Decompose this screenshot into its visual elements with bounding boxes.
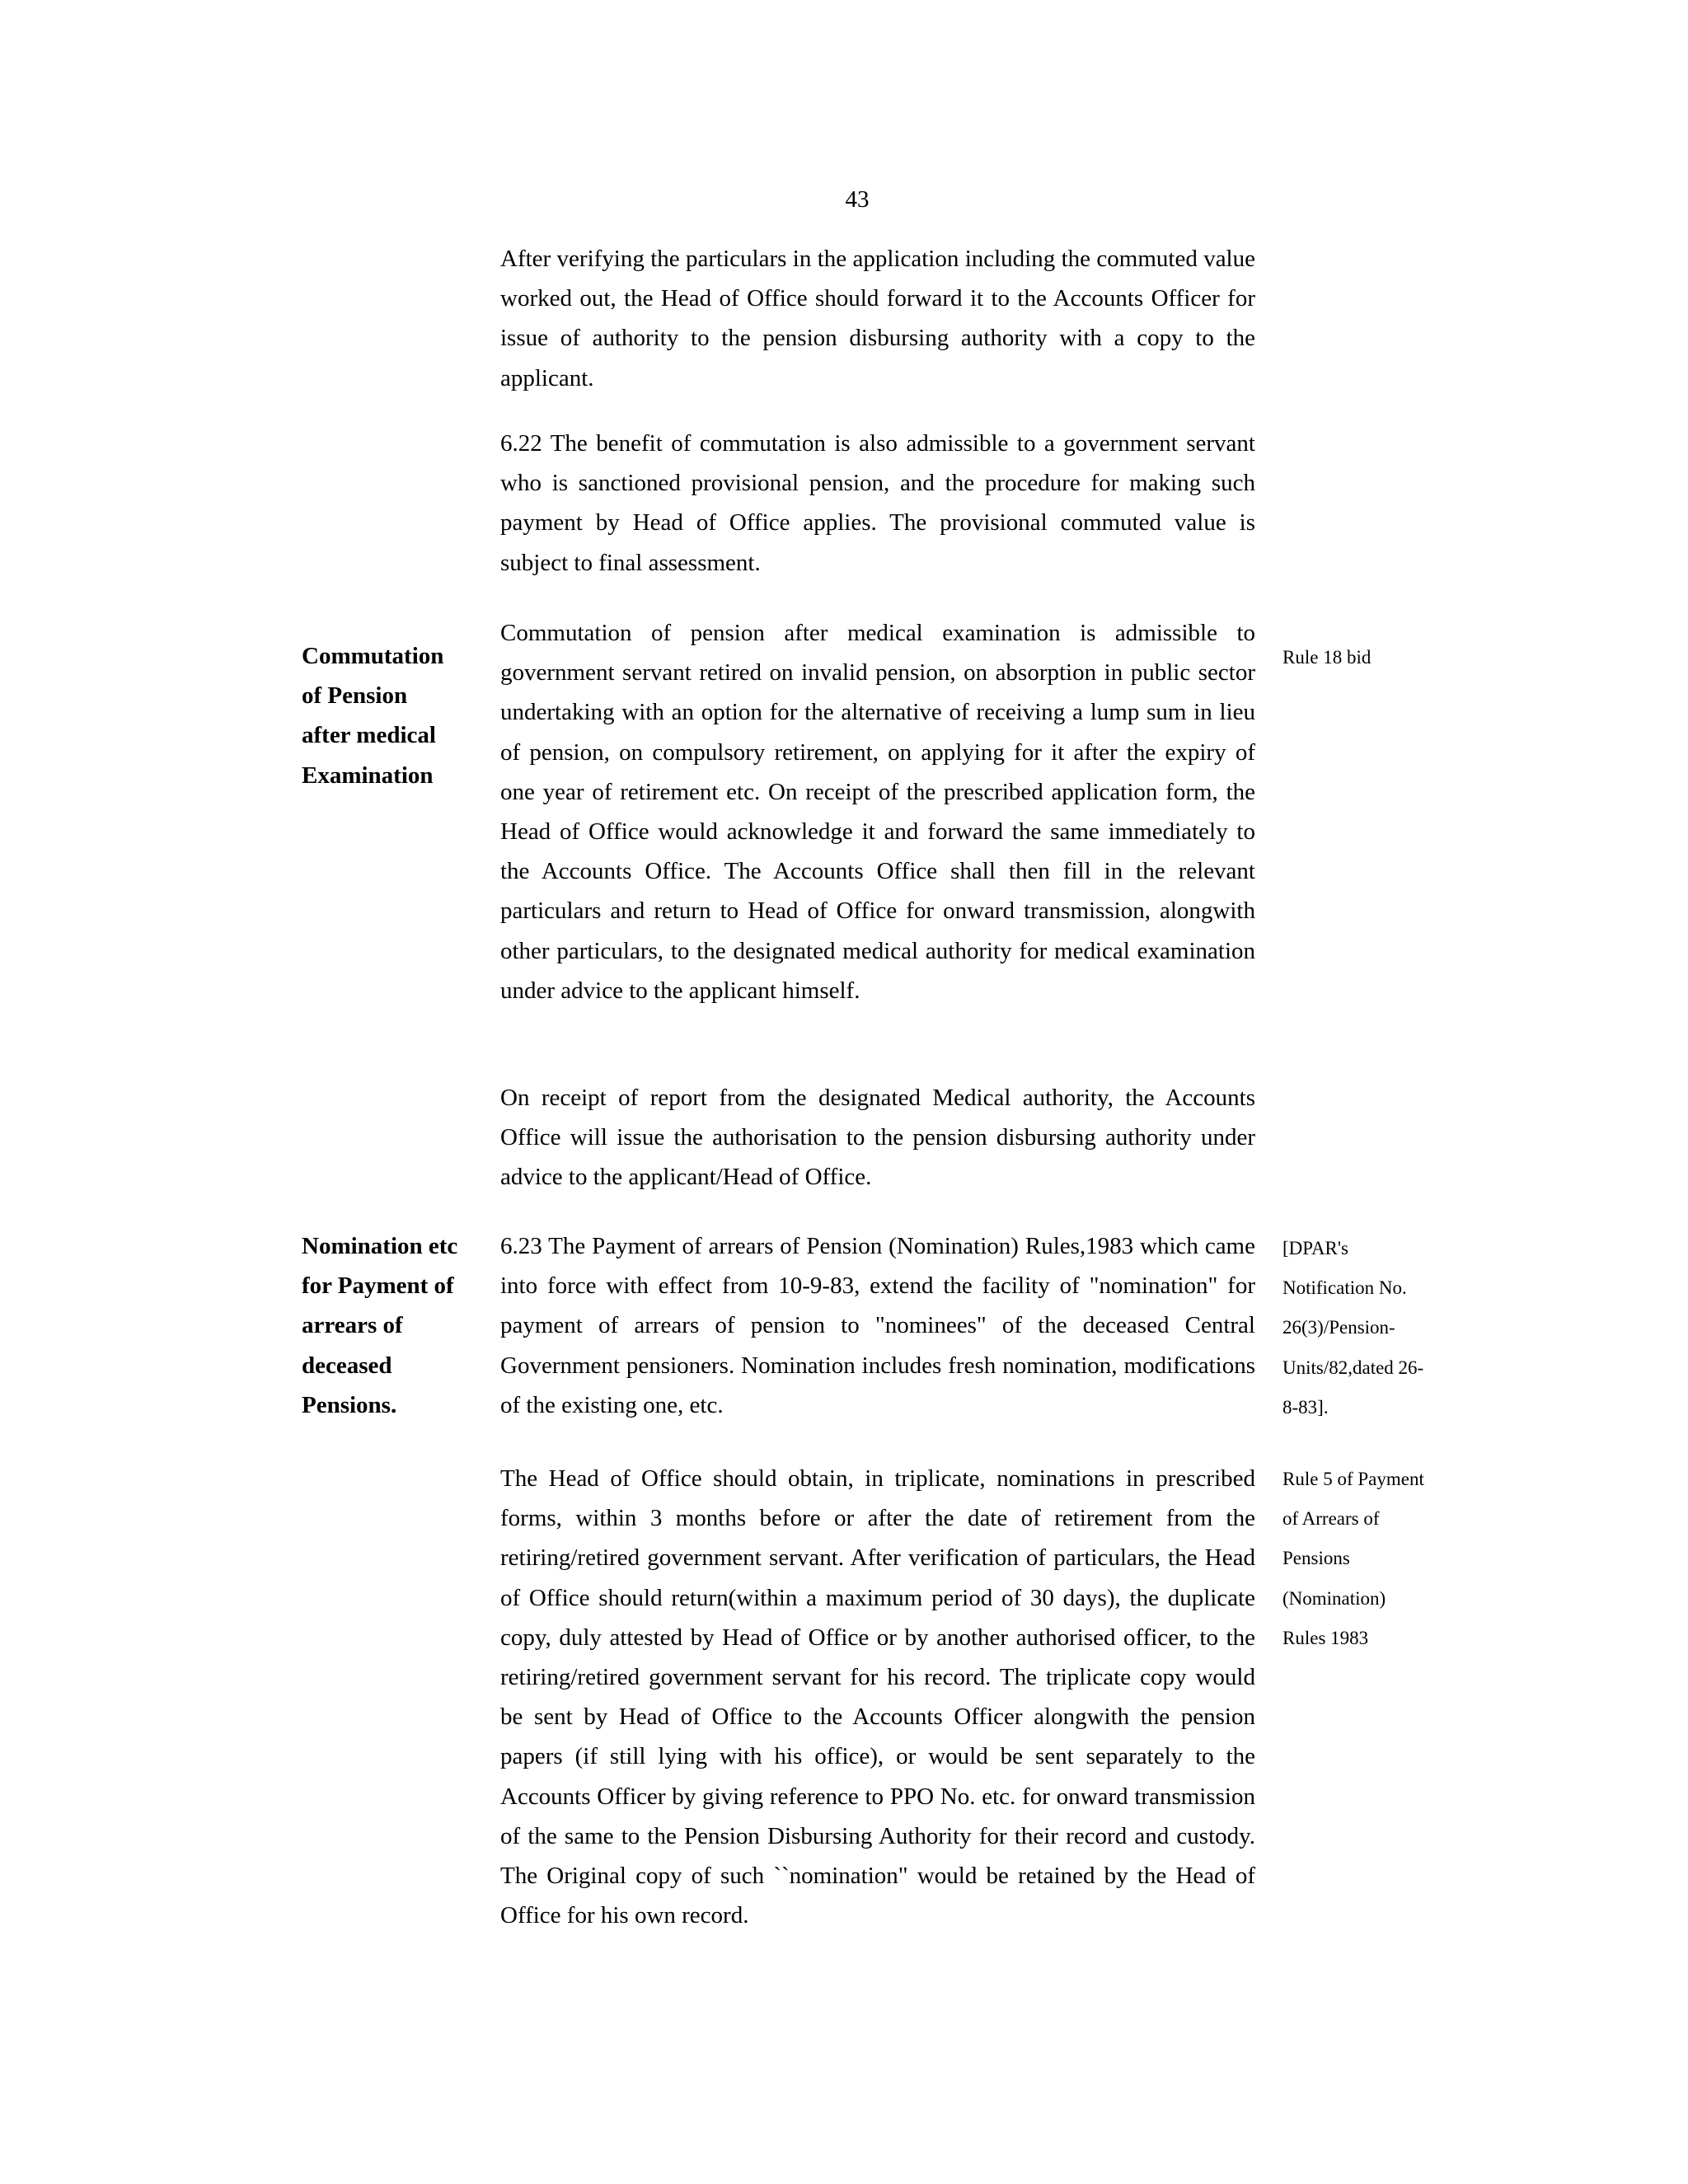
margin-note-line: [DPAR's: [1282, 1238, 1348, 1258]
margin-note-line: 8-83].: [1282, 1396, 1329, 1418]
side-heading-line: Pensions.: [302, 1391, 397, 1418]
margin-note-line: (Nomination): [1282, 1587, 1386, 1609]
margin-note-line: Rule 5 of Payment: [1282, 1469, 1424, 1489]
margin-note-line: Rule 18 bid: [1282, 647, 1372, 668]
side-heading-line: arrears of: [302, 1312, 403, 1339]
paragraph-commutation-medical-exam: Commutation of pension after medical examination is admissible to government servant retired on invalid pension, on absorption in public sector undertaking with an option for the alternative of receiving a lump sum in lieu of pension, on compulsory retirement, on applying for it after the expiry of one year of retirement etc. On receipt of the prescribed application form, the Head of Office would acknowledge it and forward the same immediately to the Accounts Office. The Accounts Office shall then fill in the relevant particulars and return to Head of Office for onward transmission, alongwith other particulars, to the designated medical authority for medical examination under advice to the applicant himself.: [500, 620, 1255, 1004]
side-heading-nomination: [302, 1226, 483, 1425]
paragraph-verifying-particulars: After verifying the particulars in the application including the commuted value worked out, the Head of Office should forward it to the Accounts Officer for issue of authority to the pension disbursing authority with a copy to the applicant.: [500, 246, 1255, 391]
page-number: 43: [845, 186, 870, 213]
side-heading-commutation-medical: [302, 636, 483, 795]
paragraph-6-23-nomination-rules: 6.23 The Payment of arrears of Pension (Nomination) Rules,1983 which came into force with effect from 10-9-83, extend the facility of "nomination" for payment of arrears of pension to "nominees" of the deceased Central Government pensioners. Nomination includes fresh nomination, modifications of the existing one, etc.: [500, 1233, 1255, 1418]
side-heading-line: for Payment of: [302, 1272, 454, 1300]
side-heading-line: after medical: [302, 722, 436, 749]
side-heading-line: Nomination etc: [302, 1233, 458, 1259]
side-heading-line: Commutation: [302, 643, 444, 669]
paragraph-head-of-office-nominations: The Head of Office should obtain, in triplicate, nominations in prescribed forms, within 3 months before or after the date of retirement from the retiring/retired government servant. After verification of particulars, the Head of Office should return(within a maximum period of 30 days), the duplicate copy, duly attested by Head of Office or by another authorised officer, to the retiring/retired government servant for his record. The triplicate copy would be sent by Head of Office to the Accounts Officer alongwith the pension papers (if still lying with his office), or would be sent separately to the Accounts Officer by giving reference to PPO No. etc. for onward transmission of the same to the Pension Disbursing Authority for their record and custody. The Original copy of such ``nomination" would be retained by the Head of Office for his own record.: [500, 1465, 1255, 1929]
margin-note-line: Units/82,dated 26-: [1282, 1357, 1424, 1378]
margin-note-line: 26(3)/Pension-: [1282, 1317, 1395, 1338]
margin-note-line: Pensions: [1282, 1548, 1350, 1569]
margin-note-rule-18: [1282, 638, 1447, 677]
margin-note-line: Rules 1983: [1282, 1627, 1369, 1648]
margin-note-line: of Arrears of: [1282, 1508, 1380, 1530]
margin-note-dpar-notification: [1282, 1229, 1447, 1427]
paragraph-6-22-provisional-commutation: 6.22 The benefit of commutation is also admissible to a government servant who is sanctioned provisional pension, and the procedure for making such payment by Head of Office applies. The provisional commuted value is subject to final assessment.: [500, 430, 1255, 576]
side-heading-line: deceased: [302, 1352, 392, 1379]
paragraph-medical-report-authorisation: On receipt of report from the designated Medical authority, the Accounts Office will issue the authorisation to the pension disbursing authority under advice to the applicant/Head of Office.: [500, 1085, 1255, 1191]
margin-note-line: Notification No.: [1282, 1277, 1407, 1299]
side-heading-line: of Pension: [302, 682, 408, 710]
side-heading-line: Examination: [302, 762, 434, 789]
margin-note-rule-5: [1282, 1460, 1447, 1658]
